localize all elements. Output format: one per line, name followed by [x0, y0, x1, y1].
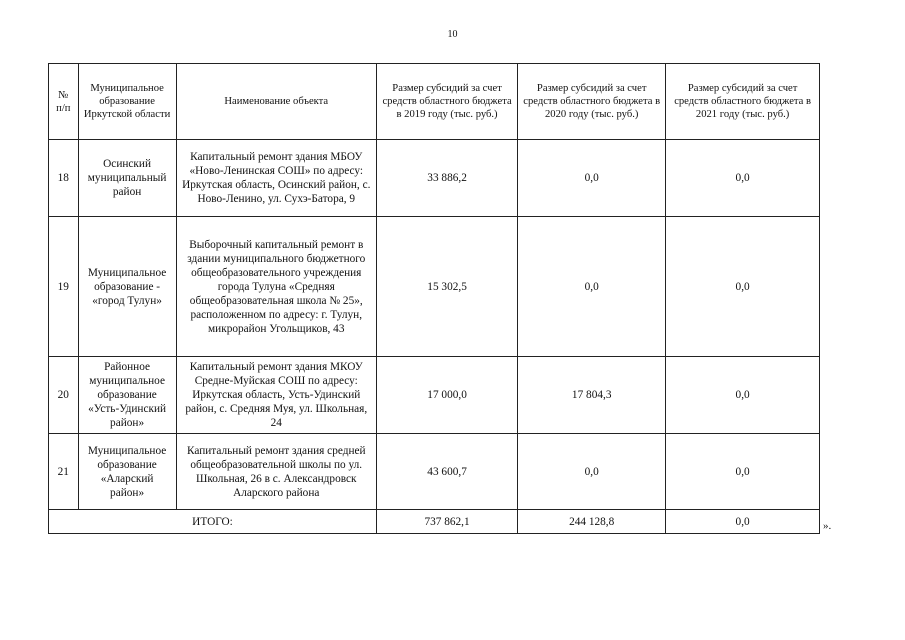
row-2020: 0,0 — [518, 434, 666, 510]
row-2021: 0,0 — [666, 434, 820, 510]
header-2020: Размер субсидий за счет средств областного бюджета в 2020 году (тыс. руб.) — [518, 64, 666, 140]
row-2019: 17 000,0 — [376, 357, 517, 434]
row-object: Капитальный ремонт здания МБОУ «Ново-Ленинская СОШ» по адресу: Иркутская область, Осинский район, с. Ново-Ленино, ул. Сухэ-Батора, 9 — [176, 140, 376, 217]
row-2020: 0,0 — [518, 140, 666, 217]
header-2021: Размер субсидий за счет средств областного бюджета в 2021 году (тыс. руб.) — [666, 64, 820, 140]
row-2020: 17 804,3 — [518, 357, 666, 434]
row-object: Капитальный ремонт здания средней общеобразовательной школы по ул. Школьная, 26 в с. Александровск Аларского района — [176, 434, 376, 510]
subsidies-table — [48, 63, 820, 534]
table-header-row — [49, 64, 820, 140]
total-2019: 737 862,1 — [376, 510, 517, 534]
closing-quote-mark: ». — [823, 520, 832, 532]
header-2019: Размер субсидий за счет средств областного бюджета в 2019 году (тыс. руб.) — [376, 64, 517, 140]
header-object: Наименование объекта — [176, 64, 376, 140]
table-row — [49, 140, 820, 217]
row-2021: 0,0 — [666, 357, 820, 434]
total-2020: 244 128,8 — [518, 510, 666, 534]
total-2021: 0,0 — [666, 510, 820, 534]
row-2019: 33 886,2 — [376, 140, 517, 217]
row-num: 19 — [49, 217, 79, 357]
total-label: ИТОГО: — [49, 510, 377, 534]
header-num: № п/п — [49, 64, 79, 140]
row-2019: 15 302,5 — [376, 217, 517, 357]
row-municipality: Муниципальное образование «Аларский район» — [78, 434, 176, 510]
table-row — [49, 217, 820, 357]
row-object: Капитальный ремонт здания МКОУ Средне-Муйская СОШ по адресу: Иркутская область, Усть-Удинский район, с. Средняя Муя, ул. Школьная, 24 — [176, 357, 376, 434]
row-num: 21 — [49, 434, 79, 510]
page-number: 10 — [447, 29, 458, 40]
table-total-row — [49, 510, 820, 534]
row-2021: 0,0 — [666, 217, 820, 357]
table-row — [49, 434, 820, 510]
table-row — [49, 357, 820, 434]
row-2019: 43 600,7 — [376, 434, 517, 510]
header-municipality: Муниципальное образование Иркутской области — [78, 64, 176, 140]
row-num: 20 — [49, 357, 79, 434]
row-object: Выборочный капитальный ремонт в здании муниципального бюджетного общеобразовательного учреждения города Тулуна «Средняя общеобразовательная школа № 25», расположенном по адресу: г. Тулун, микрорайон Угольщиков, 43 — [176, 217, 376, 357]
row-2021: 0,0 — [666, 140, 820, 217]
row-municipality: Муниципальное образование - «город Тулун» — [78, 217, 176, 357]
row-municipality: Районное муниципальное образование «Усть-Удинский район» — [78, 357, 176, 434]
row-2020: 0,0 — [518, 217, 666, 357]
row-municipality: Осинский муниципальный район — [78, 140, 176, 217]
row-num: 18 — [49, 140, 79, 217]
